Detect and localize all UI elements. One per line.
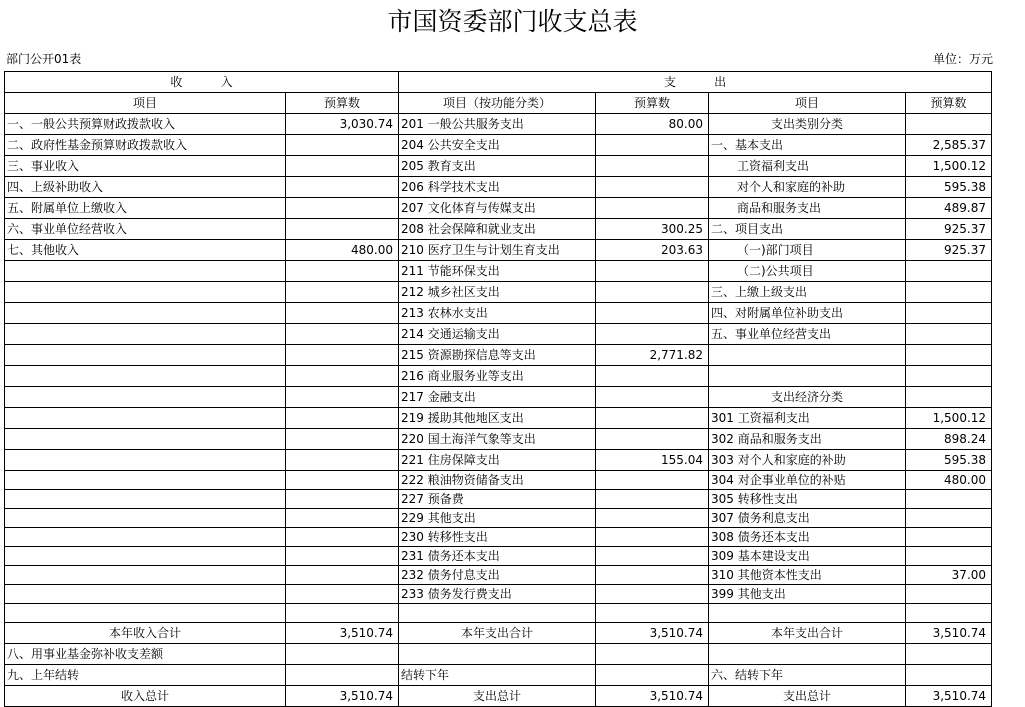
income-budget bbox=[286, 387, 399, 408]
col-budget: 预算数 bbox=[906, 93, 992, 114]
category-budget bbox=[906, 345, 992, 366]
income-item: 三、事业收入 bbox=[5, 156, 286, 177]
function-budget bbox=[596, 490, 709, 509]
category-item: 309 基本建设支出 bbox=[709, 547, 906, 566]
category-budget bbox=[906, 490, 992, 509]
row-nine-label: 九、上年结转 bbox=[5, 665, 286, 686]
category-item bbox=[709, 366, 906, 387]
expense-total-label-2: 本年支出合计 bbox=[709, 623, 906, 644]
income-sum: 3,510.74 bbox=[286, 686, 399, 707]
category-budget: 2,585.37 bbox=[906, 135, 992, 156]
function-budget bbox=[596, 429, 709, 450]
category-budget: 480.00 bbox=[906, 471, 992, 490]
category-item: 四、对附属单位补助支出 bbox=[709, 303, 906, 324]
function-budget bbox=[596, 261, 709, 282]
income-budget: 3,030.74 bbox=[286, 114, 399, 135]
function-budget bbox=[596, 156, 709, 177]
income-total: 3,510.74 bbox=[286, 623, 399, 644]
blank-cell bbox=[5, 604, 286, 623]
income-budget bbox=[286, 261, 399, 282]
income-item bbox=[5, 324, 286, 345]
function-item: 204 公共安全支出 bbox=[399, 135, 596, 156]
col-budget: 预算数 bbox=[286, 93, 399, 114]
category-budget: 1,500.12 bbox=[906, 408, 992, 429]
category-item: 二、项目支出 bbox=[709, 219, 906, 240]
income-item: 四、上级补助收入 bbox=[5, 177, 286, 198]
income-item bbox=[5, 509, 286, 528]
row-eight-label: 八、用事业基金弥补收支差额 bbox=[5, 644, 286, 665]
income-item bbox=[5, 528, 286, 547]
blank-cell bbox=[596, 604, 709, 623]
income-budget bbox=[286, 429, 399, 450]
category-item: 五、事业单位经营支出 bbox=[709, 324, 906, 345]
income-budget: 480.00 bbox=[286, 240, 399, 261]
function-item: 219 援助其他地区支出 bbox=[399, 408, 596, 429]
function-budget bbox=[596, 471, 709, 490]
col-budget: 预算数 bbox=[596, 93, 709, 114]
expense-total: 3,510.74 bbox=[596, 623, 709, 644]
blank-cell bbox=[709, 604, 906, 623]
income-item bbox=[5, 387, 286, 408]
function-item: 214 交通运输支出 bbox=[399, 324, 596, 345]
function-budget bbox=[596, 528, 709, 547]
income-item bbox=[5, 303, 286, 324]
income-item bbox=[5, 471, 286, 490]
function-item: 230 转移性支出 bbox=[399, 528, 596, 547]
function-item: 208 社会保障和就业支出 bbox=[399, 219, 596, 240]
income-item: 六、事业单位经营收入 bbox=[5, 219, 286, 240]
function-item: 207 文化体育与传媒支出 bbox=[399, 198, 596, 219]
blank-cell bbox=[286, 604, 399, 623]
function-budget bbox=[596, 303, 709, 324]
blank-cell bbox=[906, 644, 992, 665]
function-item: 232 债务付息支出 bbox=[399, 566, 596, 585]
function-item: 211 节能环保支出 bbox=[399, 261, 596, 282]
category-item: 一、基本支出 bbox=[709, 135, 906, 156]
income-item bbox=[5, 566, 286, 585]
expense-sum-label: 支出总计 bbox=[399, 686, 596, 707]
row-six-carry-label: 六、结转下年 bbox=[709, 665, 906, 686]
category-item: 304 对企事业单位的补贴 bbox=[709, 471, 906, 490]
income-item: 二、政府性基金预算财政拨款收入 bbox=[5, 135, 286, 156]
page-title: 市国资委部门收支总表 bbox=[387, 7, 638, 36]
function-item: 216 商业服务业等支出 bbox=[399, 366, 596, 387]
function-item: 201 一般公共服务支出 bbox=[399, 114, 596, 135]
function-item: 227 预备费 bbox=[399, 490, 596, 509]
function-budget: 80.00 bbox=[596, 114, 709, 135]
function-item: 213 农林水支出 bbox=[399, 303, 596, 324]
income-budget bbox=[286, 156, 399, 177]
function-budget bbox=[596, 366, 709, 387]
income-budget bbox=[286, 566, 399, 585]
function-budget bbox=[596, 408, 709, 429]
income-budget bbox=[286, 219, 399, 240]
blank-cell bbox=[906, 665, 992, 686]
category-item: 三、上缴上级支出 bbox=[709, 282, 906, 303]
category-budget bbox=[906, 324, 992, 345]
unit-label: 单位：万元 bbox=[932, 52, 993, 66]
income-item bbox=[5, 261, 286, 282]
income-budget bbox=[286, 471, 399, 490]
col-item: 项目 bbox=[709, 93, 906, 114]
function-item: 220 国土海洋气象等支出 bbox=[399, 429, 596, 450]
income-item bbox=[5, 547, 286, 566]
function-budget bbox=[596, 177, 709, 198]
income-budget bbox=[286, 366, 399, 387]
blank-cell bbox=[286, 644, 399, 665]
function-item: 229 其他支出 bbox=[399, 509, 596, 528]
category-item: 对个人和家庭的补助 bbox=[709, 177, 906, 198]
income-item bbox=[5, 345, 286, 366]
category-item: （一)部门项目 bbox=[709, 240, 906, 261]
income-budget bbox=[286, 282, 399, 303]
income-item bbox=[5, 450, 286, 471]
income-item bbox=[5, 408, 286, 429]
function-item: 221 住房保障支出 bbox=[399, 450, 596, 471]
category-budget bbox=[906, 509, 992, 528]
function-item: 205 教育支出 bbox=[399, 156, 596, 177]
category-budget: 489.87 bbox=[906, 198, 992, 219]
income-budget bbox=[286, 177, 399, 198]
expense-sum: 3,510.74 bbox=[596, 686, 709, 707]
category-item: 399 其他支出 bbox=[709, 585, 906, 604]
income-budget bbox=[286, 324, 399, 345]
function-item: 222 粮油物资储备支出 bbox=[399, 471, 596, 490]
function-budget bbox=[596, 198, 709, 219]
function-budget: 2,771.82 bbox=[596, 345, 709, 366]
income-budget bbox=[286, 585, 399, 604]
blank-cell bbox=[596, 665, 709, 686]
category-item: 307 债务利息支出 bbox=[709, 509, 906, 528]
col-item-function: 项目（按功能分类） bbox=[399, 93, 596, 114]
category-item: 303 对个人和家庭的补助 bbox=[709, 450, 906, 471]
blank-cell bbox=[399, 604, 596, 623]
category-budget bbox=[906, 528, 992, 547]
income-budget bbox=[286, 547, 399, 566]
income-item bbox=[5, 585, 286, 604]
category-budget bbox=[906, 547, 992, 566]
expense-total-label: 本年支出合计 bbox=[399, 623, 596, 644]
expense-sum-2: 3,510.74 bbox=[906, 686, 992, 707]
category-budget: 37.00 bbox=[906, 566, 992, 585]
income-budget bbox=[286, 528, 399, 547]
category-item: 301 工资福利支出 bbox=[709, 408, 906, 429]
category-budget bbox=[906, 261, 992, 282]
category-item: （二)公共项目 bbox=[709, 261, 906, 282]
function-budget bbox=[596, 387, 709, 408]
function-budget bbox=[596, 585, 709, 604]
blank-cell bbox=[596, 644, 709, 665]
income-budget bbox=[286, 509, 399, 528]
category-budget bbox=[906, 387, 992, 408]
function-budget bbox=[596, 135, 709, 156]
income-item bbox=[5, 429, 286, 450]
income-budget bbox=[286, 135, 399, 156]
category-item bbox=[709, 345, 906, 366]
col-item: 项目 bbox=[5, 93, 286, 114]
category-budget: 595.38 bbox=[906, 450, 992, 471]
function-budget bbox=[596, 324, 709, 345]
blank-cell bbox=[399, 644, 596, 665]
function-item: 215 资源勘探信息等支出 bbox=[399, 345, 596, 366]
category-budget: 925.37 bbox=[906, 219, 992, 240]
expense-header: 支 出 bbox=[399, 72, 992, 93]
category-budget bbox=[906, 303, 992, 324]
income-sum-label: 收入总计 bbox=[5, 686, 286, 707]
function-budget bbox=[596, 509, 709, 528]
category-budget: 898.24 bbox=[906, 429, 992, 450]
income-item bbox=[5, 490, 286, 509]
category-item: 308 债务还本支出 bbox=[709, 528, 906, 547]
form-id: 部门公开01表 bbox=[6, 52, 82, 66]
income-budget bbox=[286, 303, 399, 324]
function-item: 233 债务发行费支出 bbox=[399, 585, 596, 604]
category-budget bbox=[906, 114, 992, 135]
income-budget bbox=[286, 345, 399, 366]
income-budget bbox=[286, 450, 399, 471]
income-item: 一、一般公共预算财政拨款收入 bbox=[5, 114, 286, 135]
function-budget: 155.04 bbox=[596, 450, 709, 471]
function-item: 210 医疗卫生与计划生育支出 bbox=[399, 240, 596, 261]
function-item: 231 债务还本支出 bbox=[399, 547, 596, 566]
income-item bbox=[5, 366, 286, 387]
carry-forward-label: 结转下年 bbox=[399, 665, 596, 686]
category-budget: 1,500.12 bbox=[906, 156, 992, 177]
income-budget bbox=[286, 198, 399, 219]
category-item: 302 商品和服务支出 bbox=[709, 429, 906, 450]
category-item: 商品和服务支出 bbox=[709, 198, 906, 219]
income-item: 七、其他收入 bbox=[5, 240, 286, 261]
category-item: 工资福利支出 bbox=[709, 156, 906, 177]
income-item: 五、附属单位上缴收入 bbox=[5, 198, 286, 219]
blank-cell bbox=[906, 604, 992, 623]
function-budget: 300.25 bbox=[596, 219, 709, 240]
function-item: 212 城乡社区支出 bbox=[399, 282, 596, 303]
budget-table bbox=[4, 71, 992, 707]
blank-cell bbox=[709, 644, 906, 665]
expense-sum-label-2: 支出总计 bbox=[709, 686, 906, 707]
income-total-label: 本年收入合计 bbox=[5, 623, 286, 644]
category-item: 支出类别分类 bbox=[709, 114, 906, 135]
category-budget bbox=[906, 585, 992, 604]
function-budget bbox=[596, 566, 709, 585]
category-budget: 595.38 bbox=[906, 177, 992, 198]
function-budget: 203.63 bbox=[596, 240, 709, 261]
expense-total-2: 3,510.74 bbox=[906, 623, 992, 644]
category-item: 310 其他资本性支出 bbox=[709, 566, 906, 585]
income-budget bbox=[286, 490, 399, 509]
function-budget bbox=[596, 547, 709, 566]
function-item: 217 金融支出 bbox=[399, 387, 596, 408]
income-header: 收 入 bbox=[5, 72, 399, 93]
income-item bbox=[5, 282, 286, 303]
category-budget bbox=[906, 282, 992, 303]
category-budget: 925.37 bbox=[906, 240, 992, 261]
function-item: 206 科学技术支出 bbox=[399, 177, 596, 198]
income-budget bbox=[286, 408, 399, 429]
category-item: 支出经济分类 bbox=[709, 387, 906, 408]
category-budget bbox=[906, 366, 992, 387]
category-item: 305 转移性支出 bbox=[709, 490, 906, 509]
blank-cell bbox=[286, 665, 399, 686]
function-budget bbox=[596, 282, 709, 303]
